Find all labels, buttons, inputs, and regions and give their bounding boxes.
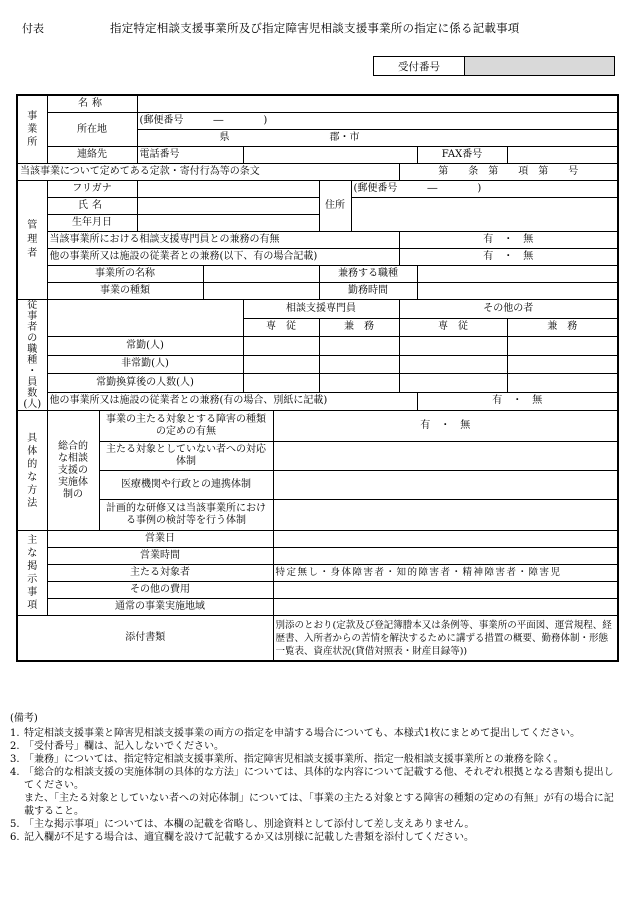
note-item	[10, 831, 620, 844]
business-type-field[interactable]	[203, 283, 319, 300]
concurrent-role-field[interactable]	[417, 266, 618, 283]
notes-section	[10, 712, 620, 844]
others-fulltime-header: 専 従	[399, 318, 507, 337]
office-address-field[interactable]	[137, 130, 618, 147]
note-item	[10, 792, 620, 818]
staff-cell[interactable]	[399, 337, 507, 356]
note-text: 「受付番号」欄は、記入しないでください。	[24, 741, 224, 752]
office-name-field[interactable]	[137, 95, 618, 113]
note-text: 「総合的な相談支援の実施体制の具体的な方法」については、具体的な内容について記載する他、それぞれ根拠となる書類も提出してください。	[24, 767, 614, 791]
main-item-label: その他の費用	[47, 582, 273, 599]
furigana-field[interactable]	[137, 181, 319, 198]
note-item	[10, 727, 620, 740]
method-row-label: 事業の主たる対象とする障害の種類の定めの有無	[99, 411, 273, 442]
city-text: 郡・市	[329, 132, 360, 143]
method-field[interactable]	[273, 500, 618, 531]
staff-cell[interactable]	[399, 374, 507, 393]
manager-address-label: 住所	[319, 181, 351, 232]
receipt-number-field[interactable]	[465, 57, 614, 75]
note-number: 2.	[10, 741, 20, 752]
concurrent-specialist-choice[interactable]: 有 ・ 無	[399, 232, 618, 249]
main-item-field[interactable]	[273, 531, 618, 548]
work-hours-field[interactable]	[417, 283, 618, 300]
business-type-label: 事業の種類	[47, 283, 203, 300]
note-text: また、「主たる対象としていない者への対応体制」については、「事業の主たる対象とする障害の種類の定めの有無」が有の場合に記載すること。	[24, 793, 614, 817]
articles-label: 当該事業について定めてある定款・寄付行為等の条文	[17, 164, 399, 181]
manager-name-field[interactable]	[137, 198, 319, 215]
staff-concurrent-choice[interactable]: 有 ・ 無	[417, 392, 618, 411]
staff-concurrent-label: 他の事業所又は施設の従業者との兼務(有の場合、別紙に記載)	[47, 392, 417, 411]
staff-cell[interactable]	[319, 374, 399, 393]
note-text: 特定相談支援事業と障害児相談支援事業の両方の指定を申請する場合についても、本様式1枚にまとめて提出してください。	[24, 728, 581, 739]
prefecture-text: 県	[219, 132, 230, 143]
staff-cell[interactable]	[243, 374, 319, 393]
specialist-header: 相談支援専門員	[243, 300, 399, 319]
method-row-label: 計画的な研修又は当該事業所における事例の検討等を行う体制	[99, 500, 273, 531]
notes-heading: (備考)	[10, 713, 38, 724]
method-field[interactable]	[273, 471, 618, 500]
work-hours-label: 勤務時間	[319, 283, 417, 300]
form-label: 付表	[22, 22, 44, 35]
note-text: 「兼務」については、指定特定相談支援事業所、指定障害児相談支援事業所、指定一般相談支援事業所との兼務を除く。	[24, 754, 564, 765]
phone-label: 電話番号	[137, 147, 243, 164]
attachments-value: 別添のとおり(定款及び登記簿謄本又は条例等、事業所の平面図、運営規程、経歴書、入所者からの苦情を解決するために講ずる措置の概要、勤務体制・形態一覧表、資産状況(貸借対照表・財産目録等))	[273, 616, 618, 662]
method-row-label: 医療機関や行政との連携体制	[99, 471, 273, 500]
office-section-label: 事 業 所	[17, 95, 47, 164]
concurrent-other-label: 他の事業所又は施設の従業者との兼務(以下、有の場合記載)	[47, 249, 399, 266]
method-row-label: 主たる対象としていない者への対応体制	[99, 442, 273, 471]
receipt-number-box	[373, 56, 615, 76]
main-item-label: 主たる対象者	[47, 565, 273, 582]
note-number: 6.	[10, 832, 20, 843]
method-section-label: 具 体 的 な 方 法	[17, 411, 47, 531]
note-text: 「主な掲示事項」については、本欄の記載を省略し、別途資料として添付して差し支えありません。	[24, 819, 475, 830]
others-concurrent-header: 兼 務	[507, 318, 618, 337]
note-text: 記入欄が不足する場合は、適宜欄を設けて記載するか又は別様に記載した書類を添付してください。	[24, 832, 474, 843]
office-postal-field[interactable]	[137, 113, 618, 130]
staff-header-blank	[47, 300, 243, 337]
receipt-number-label: 受付番号	[374, 57, 465, 75]
manager-postal-text: (郵便番号 ― )	[353, 183, 482, 194]
note-number: 3.	[10, 754, 20, 765]
fax-label: FAX番号	[417, 147, 507, 164]
staff-cell[interactable]	[243, 337, 319, 356]
method-subsection-label: 総合的 な相談 支援の 実施体 制の	[47, 411, 99, 531]
note-item	[10, 740, 620, 753]
birthdate-label: 生年月日	[47, 215, 137, 232]
manager-name-label: 氏名	[47, 198, 137, 215]
specialist-fulltime-header: 専 従	[243, 318, 319, 337]
staff-cell[interactable]	[507, 374, 618, 393]
fax-field[interactable]	[507, 147, 618, 164]
office-name-label: 名称	[47, 95, 137, 113]
note-item	[10, 766, 620, 792]
manager-section-label: 管 理 者	[17, 181, 47, 300]
manager-postal-field[interactable]	[351, 181, 618, 198]
target-persons-choice[interactable]: 特定無し・身体障害者・知的障害者・精神障害者・障害児	[273, 565, 618, 582]
articles-field[interactable]: 第 条 第 項 第 号	[399, 164, 618, 181]
target-type-choice[interactable]: 有 ・ 無	[273, 411, 618, 442]
note-number: 1.	[10, 728, 20, 739]
concurrent-specialist-label: 当該事業所における相談支援専門員との兼務の有無	[47, 232, 399, 249]
main-item-field[interactable]	[273, 599, 618, 616]
main-item-label: 通常の事業実施地域	[47, 599, 273, 616]
concurrent-role-label: 兼務する職種	[319, 266, 417, 283]
main-item-label: 営業日	[47, 531, 273, 548]
staff-cell[interactable]	[507, 337, 618, 356]
office-address-label: 所在地	[47, 113, 137, 147]
method-field[interactable]	[273, 442, 618, 471]
birthdate-field[interactable]	[137, 215, 319, 232]
note-number: 5.	[10, 819, 20, 830]
staff-cell[interactable]	[319, 355, 399, 374]
office-name2-label: 事業所の名称	[47, 266, 203, 283]
page-title: 指定特定相談支援事業所及び指定障害児相談支援事業所の指定に係る記載事項	[110, 21, 520, 35]
others-header: その他の者	[399, 300, 618, 319]
staff-cell[interactable]	[319, 337, 399, 356]
office-name2-field[interactable]	[203, 266, 319, 283]
staff-cell[interactable]	[243, 355, 319, 374]
main-item-field[interactable]	[273, 582, 618, 599]
note-item	[10, 753, 620, 766]
main-items-section-label: 主 な 掲 示 事 項	[17, 531, 47, 616]
furigana-label: フリガナ	[47, 181, 137, 198]
note-number: 4.	[10, 767, 20, 778]
staff-row-label: 常勤換算後の人数(人)	[47, 374, 243, 393]
staff-cell[interactable]	[399, 355, 507, 374]
staff-row-label: 非常勤(人)	[47, 355, 243, 374]
office-contact-label: 連絡先	[47, 147, 137, 164]
attachments-label: 添付書類	[17, 616, 273, 662]
note-item	[10, 818, 620, 831]
staff-cell[interactable]	[507, 355, 618, 374]
office-postal-text: (郵便番号 ― )	[139, 115, 268, 126]
main-item-field[interactable]	[273, 548, 618, 565]
phone-field[interactable]	[243, 147, 417, 164]
main-item-label: 営業時間	[47, 548, 273, 565]
specialist-concurrent-header: 兼 務	[319, 318, 399, 337]
staff-row-label: 常勤(人)	[47, 337, 243, 356]
concurrent-other-choice[interactable]: 有 ・ 無	[399, 249, 618, 266]
staff-section-label: 従 事 者 の 職 種 ・ 員 数 (人)	[17, 300, 47, 411]
note-number	[10, 792, 24, 818]
manager-address-field[interactable]	[351, 198, 618, 232]
application-form-table	[16, 94, 619, 662]
